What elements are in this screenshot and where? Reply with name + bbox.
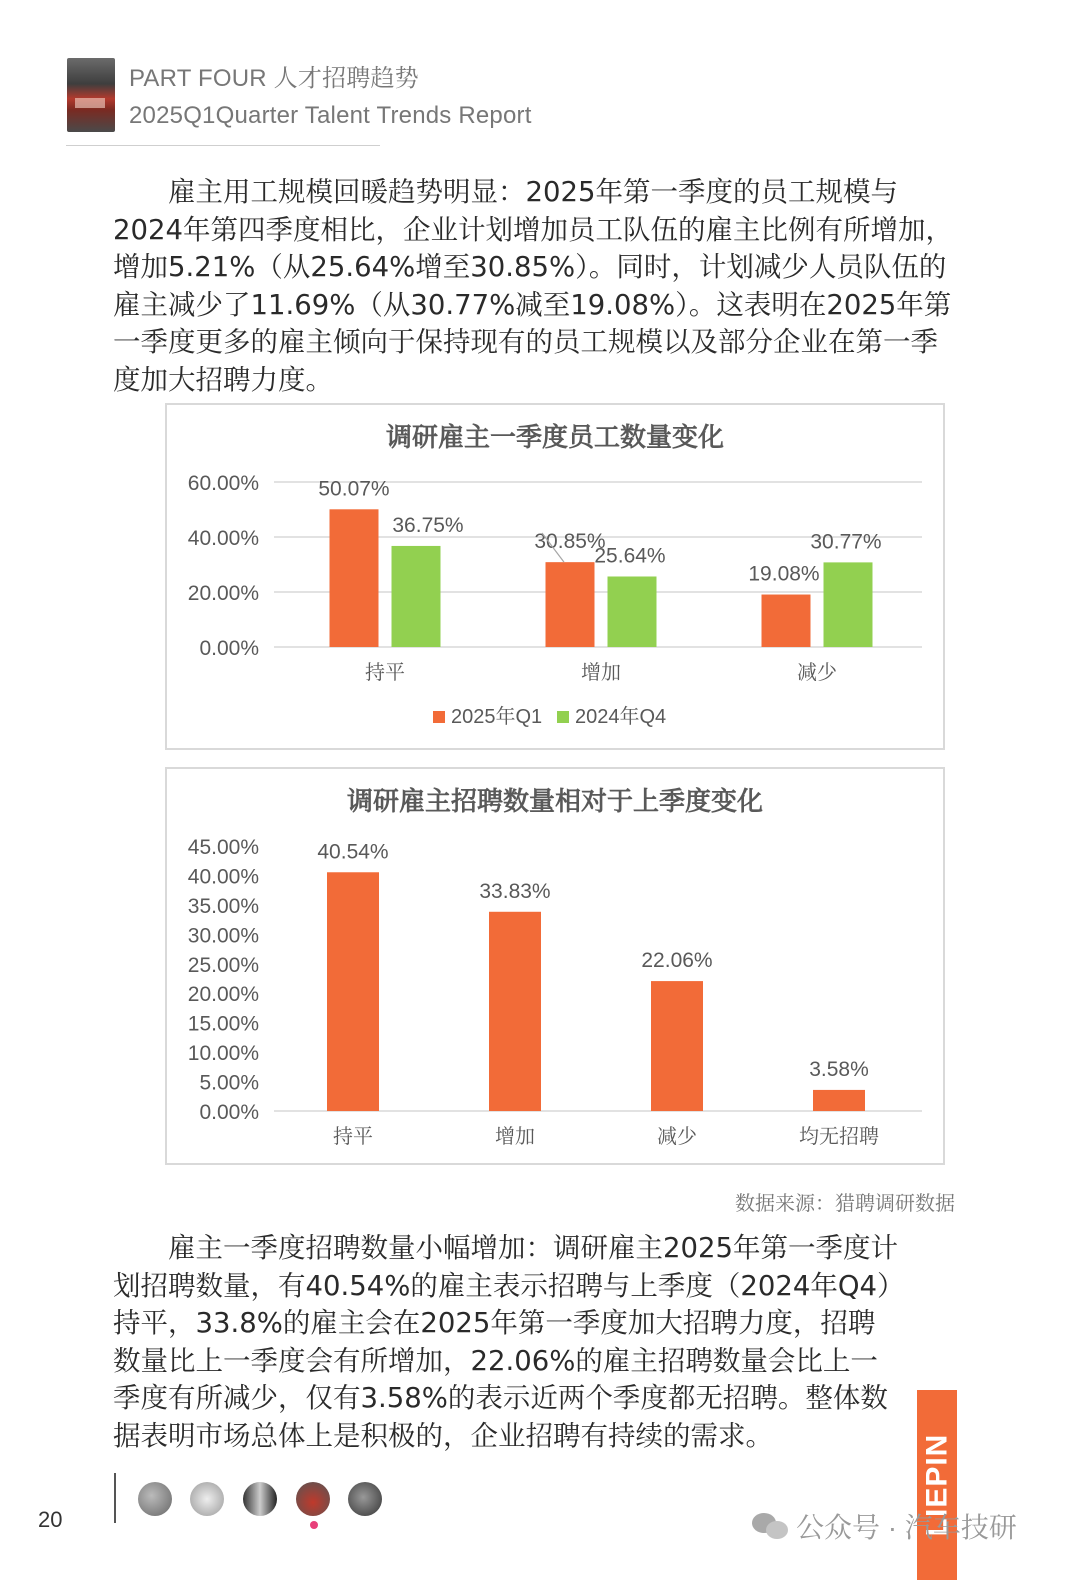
paragraph-line: 数量比上一季度会有所增加，22.06%的雇主招聘数量会比上一 — [113, 1344, 878, 1377]
data-label: 25.64% — [594, 544, 666, 568]
bar — [327, 872, 379, 1111]
employee-count-chart-svg — [167, 405, 943, 748]
bar-q4 — [824, 562, 873, 647]
paragraph-line: 雇主用工规模回暖趋势明显：2025年第一季度的员工规模与 — [113, 176, 898, 208]
footer-thumbnail-image — [190, 1482, 224, 1516]
header-divider — [66, 145, 380, 146]
y-tick-label: 5.00% — [199, 1071, 259, 1095]
footer-thumbnail-image — [243, 1482, 277, 1516]
y-tick-label: 20.00% — [187, 582, 259, 605]
page-number: 20 — [38, 1507, 63, 1532]
y-tick-label: 15.00% — [187, 1012, 259, 1036]
bar — [813, 1090, 865, 1111]
x-tick-label: 减少 — [797, 662, 837, 684]
data-label: 33.83% — [479, 879, 551, 903]
x-tick-label: 增加 — [495, 1126, 535, 1148]
data-label: 40.54% — [317, 840, 389, 864]
hiring-count-chart-svg — [167, 769, 943, 1163]
chart-title: 调研雇主招聘数量相对于上季度变化 — [346, 786, 764, 816]
paragraph-line: 度加大招聘力度。 — [113, 363, 333, 396]
y-tick-label: 40.00% — [187, 527, 259, 550]
paragraph-line: 划招聘数量，有40.54%的雇主表示招聘与上季度（2024年Q4） — [113, 1269, 905, 1302]
legend-label-q4: 2024年Q4 — [575, 706, 667, 728]
header-part-title: PART FOUR 人才招聘趋势 — [129, 65, 419, 92]
data-label: 36.75% — [392, 513, 464, 537]
legend-swatch-q1 — [433, 711, 445, 723]
bar-q1 — [546, 562, 595, 647]
brand-label: LIEPIN — [920, 1433, 953, 1537]
bar — [489, 912, 541, 1111]
data-source-note: 数据来源：猎聘调研数据 — [735, 1193, 955, 1215]
footer-thumbnail-image — [296, 1482, 330, 1516]
brand-logo — [917, 1390, 957, 1580]
y-tick-label: 60.00% — [187, 472, 259, 495]
data-label: 30.85% — [534, 530, 606, 554]
wechat-icon — [752, 1511, 790, 1541]
bar-q4 — [608, 576, 657, 647]
paragraph-line: 雇主一季度招聘数量小幅增加：调研雇主2025年第一季度计 — [113, 1232, 898, 1264]
paragraph-line: 2024年第四季度相比，企业计划增加员工队伍的雇主比例有所增加， — [113, 213, 953, 246]
footer-divider — [114, 1473, 116, 1523]
y-tick-label: 45.00% — [187, 836, 259, 859]
watermark-text: 公众号 · 汽车技研 — [796, 1512, 1017, 1543]
y-tick-label: 0.00% — [199, 1101, 259, 1124]
x-tick-label: 减少 — [657, 1126, 697, 1148]
y-tick-label: 35.00% — [187, 894, 259, 918]
x-tick-label: 持平 — [333, 1126, 373, 1148]
current-page-indicator — [310, 1521, 318, 1529]
footer-thumbnail-image — [348, 1482, 382, 1516]
x-tick-label: 均无招聘 — [799, 1126, 879, 1148]
data-label: 22.06% — [641, 949, 713, 973]
y-tick-label: 30.00% — [187, 924, 259, 948]
paragraph-line: 季度有所减少，仅有3.58%的表示近两个季度都无招聘。整体数 — [113, 1382, 888, 1414]
wechat-watermark — [752, 1506, 1017, 1546]
y-tick-label: 10.00% — [187, 1042, 259, 1066]
chart-title: 调研雇主一季度员工数量变化 — [385, 422, 725, 452]
x-tick-label: 增加 — [581, 662, 621, 684]
header-thumbnail-image — [67, 58, 115, 132]
legend-swatch-q4 — [557, 711, 569, 723]
employee-count-chart — [165, 403, 945, 750]
data-label: 50.07% — [318, 477, 390, 501]
header-report-title: 2025Q1Quarter Talent Trends Report — [129, 102, 532, 129]
data-label: 19.08% — [748, 562, 820, 586]
y-tick-label: 20.00% — [187, 983, 259, 1007]
paragraph-employee-scale — [113, 174, 953, 399]
legend-label-q1: 2025年Q1 — [451, 706, 543, 728]
bar-q4 — [392, 546, 441, 647]
paragraph-hiring-count — [113, 1230, 904, 1455]
data-label: 30.77% — [810, 530, 882, 554]
bar — [651, 981, 703, 1111]
hiring-count-chart — [165, 767, 945, 1165]
y-tick-label: 25.00% — [187, 953, 259, 977]
paragraph-line: 持平，33.8%的雇主会在2025年第一季度加大招聘力度，招聘 — [113, 1307, 876, 1339]
bar-q1 — [330, 509, 379, 647]
paragraph-line: 一季度更多的雇主倾向于保持现有的员工规模以及部分企业在第一季 — [113, 326, 938, 358]
paragraph-line: 雇主减少了11.69%（从30.77%减至19.08%）。这表明在2025年第 — [113, 288, 952, 321]
bar-q1 — [762, 595, 811, 647]
x-tick-label: 持平 — [365, 662, 405, 684]
y-tick-label: 0.00% — [199, 637, 259, 660]
footer-thumbnail-image — [138, 1482, 172, 1516]
y-tick-label: 40.00% — [187, 865, 259, 889]
data-label: 3.58% — [809, 1057, 869, 1081]
paragraph-line: 增加5.21%（从25.64%增至30.85%）。同时，计划减少人员队伍的 — [113, 251, 947, 283]
paragraph-line: 据表明市场总体上是积极的，企业招聘有持续的需求。 — [113, 1419, 773, 1452]
